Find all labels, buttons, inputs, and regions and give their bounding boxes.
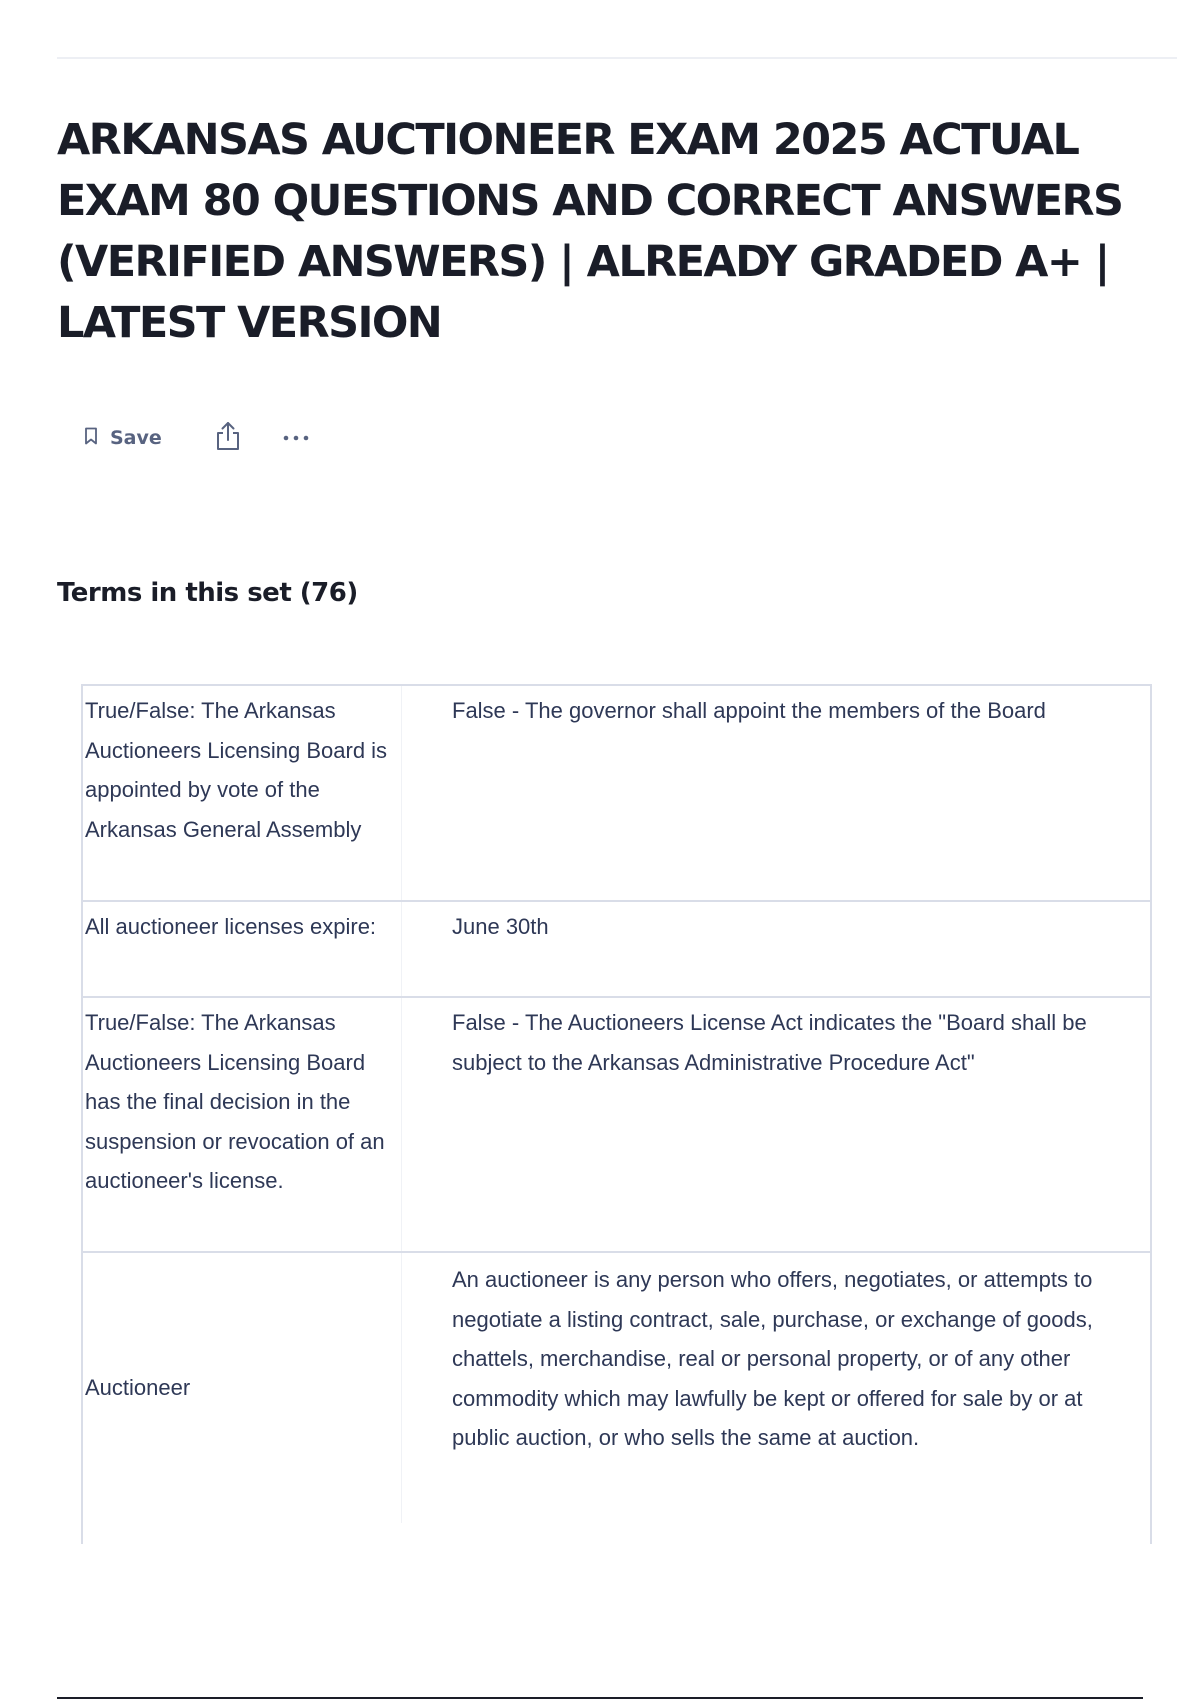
page-title: ARKANSAS AUCTIONEER EXAM 2025 ACTUAL EXAM 80 QUESTIONS AND CORRECT ANSWERS (VERIFIED ANSWERS) | ALREADY GRADED A+ | LATEST VERSION: [57, 115, 1123, 348]
term-row: [83, 902, 1150, 998]
definition-text: False - The governor shall appoint the members of the Board: [452, 698, 1046, 723]
bottom-divider: [57, 1697, 1143, 1699]
term-text: Auctioneer: [83, 1253, 402, 1523]
definition-text: An auctioneer is any person who offers, negotiates, or attempts to negotiate a listing contract, sale, purchase, or exchange of goods, chattels, merchandise, real or personal property, or of any other commodity which may lawfully be kept or offered for sale by or at public auction, or who sells the same at auction.: [452, 1267, 1093, 1450]
term-text: All auctioneer licenses expire:: [83, 902, 402, 996]
term-row: [83, 1253, 1150, 1544]
terms-heading: Terms in this set (76): [57, 578, 358, 608]
terms-table: [81, 684, 1152, 1544]
save-label: Save: [110, 427, 162, 449]
definition-text: June 30th: [452, 914, 549, 939]
term-text: True/False: The Arkansas Auctioneers Licensing Board is appointed by vote of the Arkansas General Assembly: [83, 686, 402, 900]
more-icon: [282, 429, 310, 447]
definition-text: False - The Auctioneers License Act indicates the "Board shall be subject to the Arkansas Administrative Procedure Act": [452, 1010, 1087, 1075]
more-options-button[interactable]: [282, 429, 310, 447]
share-icon: [214, 420, 242, 457]
share-button[interactable]: [214, 420, 242, 457]
term-row: [83, 998, 1150, 1253]
term-text: True/False: The Arkansas Auctioneers Licensing Board has the final decision in the suspension or revocation of an auctioneer's license.: [83, 998, 402, 1251]
action-bar: [84, 418, 310, 458]
bookmark-icon: [84, 427, 98, 450]
term-row: [83, 686, 1150, 902]
top-divider: [57, 57, 1177, 59]
save-button[interactable]: [84, 427, 162, 450]
